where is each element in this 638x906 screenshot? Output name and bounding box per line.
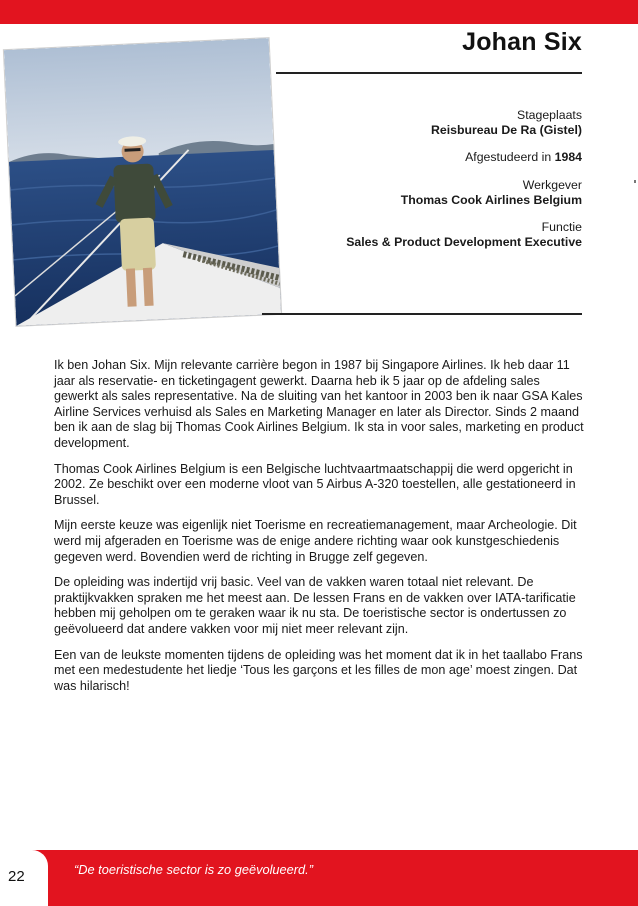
- person-name: Johan Six: [462, 28, 582, 56]
- header-rule-bottom: [262, 313, 582, 315]
- footer-band: [0, 850, 638, 906]
- sailboat-photo-illustration: [4, 38, 281, 326]
- info-label-function: Functie: [541, 220, 582, 235]
- portrait-photo: [4, 38, 281, 326]
- edge-mark: [634, 180, 636, 183]
- footer-quote: “De toeristische sector is zo geëvolueerd.”: [74, 862, 313, 877]
- top-red-band: [0, 0, 638, 24]
- header-rule-top: [276, 72, 582, 74]
- info-value-internship: Reisbureau De Ra (Gistel): [430, 123, 582, 138]
- page-number: 22: [8, 868, 25, 885]
- info-graduated: [252, 150, 582, 165]
- info-value-employer: Thomas Cook Airlines Belgium: [400, 192, 582, 207]
- paragraph: Mijn eerste keuze was eigenlijk niet Toerisme en recreatiemanagement, maar Archeologie. Dit werd mij afgeraden en Toerisme was de enige andere richting waar ook kunstgeschiedenis gegeven werd. Bovendien werd de richting in Brugge zelf gegeven.: [54, 518, 577, 564]
- paragraph: Ik ben Johan Six. Mijn relevante carrière begon in 1987 bij Singapore Airlines. Ik heb daar 11 jaar als reservatie- en ticketingagent gewerkt. Daarna heb ik 5 jaar op de afdeling sales gewerkt als sales representative. Na de sluiting van het kantoor in 2003 ben ik naar GSA Kales Airline Services verhuisd als Sales en Marketing Manager en later als Director. Sinds 2 maand ben ik aan de slag bij Thomas Cook Airlines Belgium. Ik sta in voor sales, marketing en product development.: [54, 358, 584, 450]
- info-label-internship: Stageplaats: [517, 108, 582, 122]
- interview-text: [54, 358, 586, 704]
- info-value-function: Sales & Product Development Executive: [346, 235, 582, 250]
- profile-info: [252, 108, 582, 250]
- info-value-graduated: 1984: [554, 150, 582, 165]
- info-label-employer: Werkgever: [522, 177, 582, 192]
- paragraph: De opleiding was indertijd vrij basic. Veel van de vakken waren totaal niet relevant. De praktijkvakken spraken me het meest aan. De lessen Frans en de vakken over IATA-tarificatie hebben mij geholpen om te geraken waar ik nu sta. De toeristische sector is ondertussen zo geëvolueerd dat andere vakken voor mij niet meer relevant zijn.: [54, 575, 576, 636]
- paragraph: Een van de leukste momenten tijdens de opleiding was het moment dat ik in het taallabo Frans met een medestudente het liedje ‘Tous les garçons et les filles de mon age’ moest zingen. Dat was hilarisch!: [54, 647, 583, 693]
- info-label-graduated: Afgestudeerd in: [465, 150, 555, 165]
- paragraph: Thomas Cook Airlines Belgium is een Belgische luchtvaartmaatschappij die werd opgericht in 2002. Ze beschikt over een moderne vloot van 5 Airbus A-320 toestellen, alle gestationeerd in Brussel.: [54, 461, 576, 507]
